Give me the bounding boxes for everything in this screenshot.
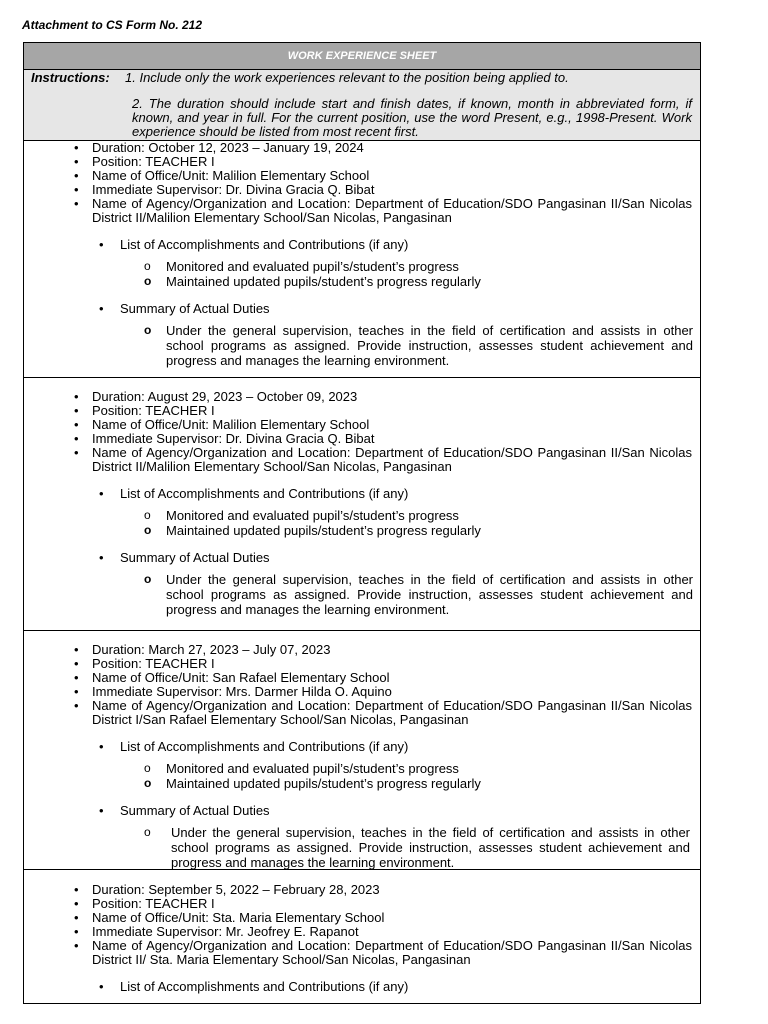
entry-office: • Name of Office/Unit: Malilion Elementary School — [24, 418, 700, 432]
entry-agency: • Name of Agency/Organization and Location: Department of Education/SDO Pangasinan II/San Nicolas District II/ Sta. Maria Elementary School/San Nicolas, Pangasinan — [24, 939, 692, 967]
entry-office: • Name of Office/Unit: San Rafael Elementary School — [24, 671, 700, 685]
accomplishment-item: o Monitored and evaluated pupil’s/student’s progress — [24, 761, 693, 776]
entry-supervisor: • Immediate Supervisor: Dr. Divina Gracia Q. Bibat — [24, 432, 700, 446]
work-entry — [24, 870, 700, 994]
entry-duration: • Duration: March 27, 2023 – July 07, 2023 — [24, 643, 700, 657]
accomplishments-heading: • List of Accomplishments and Contributions (if any) — [24, 238, 700, 252]
instruction-1: 1. Include only the work experiences relevant to the position being applied to. — [125, 70, 569, 85]
duties-heading: • Summary of Actual Duties — [24, 804, 700, 818]
accomplishment-item: o Maintained updated pupils/student’s progress regularly — [24, 523, 693, 538]
entry-agency: • Name of Agency/Organization and Location: Department of Education/SDO Pangasinan II/San Nicolas District I/San Rafael Elementary School/San Nicolas, Pangasinan — [24, 699, 692, 727]
work-entry — [24, 378, 700, 631]
entry-agency: • Name of Agency/Organization and Location: Department of Education/SDO Pangasinan II/San Nicolas District II/Malilion Elementary School/San Nicolas, Pangasinan — [24, 197, 692, 225]
sheet-title: WORK EXPERIENCE SHEET — [24, 43, 700, 70]
duty-item: o Under the general supervision, teaches in the field of certification and assists in other school programs as assigned. Provide instruction, assesses student achievement and progress and manages the learning environment. — [24, 572, 693, 617]
duties-heading: • Summary of Actual Duties — [24, 551, 700, 565]
entry-position: • Position: TEACHER I — [24, 897, 700, 911]
accomplishments-heading: • List of Accomplishments and Contributions (if any) — [24, 980, 700, 994]
entry-position: • Position: TEACHER I — [24, 657, 700, 671]
entry-position: • Position: TEACHER I — [24, 404, 700, 418]
work-entry — [24, 631, 700, 870]
entry-supervisor: • Immediate Supervisor: Mr. Jeofrey E. Rapanot — [24, 925, 700, 939]
accomplishment-item: o Maintained updated pupils/student’s progress regularly — [24, 274, 693, 289]
accomplishments-heading: • List of Accomplishments and Contributions (if any) — [24, 487, 700, 501]
instruction-2: 2. The duration should include start and finish dates, if known, month in abbreviated form, if known, and year in full. For the current position, use the word Present, e.g., 1998-Present. Work experience should be listed from most recent first. — [132, 96, 692, 139]
entry-duration: • Duration: October 12, 2023 – January 19, 2024 — [24, 141, 700, 155]
entry-supervisor: • Immediate Supervisor: Mrs. Darmer Hilda O. Aquino — [24, 685, 700, 699]
entry-office: • Name of Office/Unit: Sta. Maria Elementary School — [24, 911, 700, 925]
instructions-label: Instructions: — [31, 70, 110, 85]
duty-item: o Under the general supervision, teaches in the field of certification and assists in other school programs as assigned. Provide instruction, assesses student achievement and progress and manages the learning environment. — [24, 323, 693, 368]
accomplishment-item: o Monitored and evaluated pupil’s/student’s progress — [24, 508, 693, 523]
duty-item: o Under the general supervision, teaches in the field of certification and assists in other school programs as assigned. Provide instruction, assesses student achievement and progress and manages the learning environment. — [24, 825, 690, 870]
entry-supervisor: • Immediate Supervisor: Dr. Divina Gracia Q. Bibat — [24, 183, 700, 197]
work-experience-sheet — [23, 42, 701, 1004]
entry-agency: • Name of Agency/Organization and Location: Department of Education/SDO Pangasinan II/San Nicolas District II/Malilion Elementary School/San Nicolas, Pangasinan — [24, 446, 692, 474]
duties-heading: • Summary of Actual Duties — [24, 302, 700, 316]
instructions-box — [24, 70, 700, 141]
entry-office: • Name of Office/Unit: Malilion Elementary School — [24, 169, 700, 183]
entry-position: • Position: TEACHER I — [24, 155, 700, 169]
accomplishment-item: o Monitored and evaluated pupil’s/student’s progress — [24, 259, 693, 274]
attachment-label: Attachment to CS Form No. 212 — [22, 18, 203, 32]
accomplishment-item: o Maintained updated pupils/student’s progress regularly — [24, 776, 693, 791]
accomplishments-heading: • List of Accomplishments and Contributions (if any) — [24, 740, 700, 754]
entry-duration: • Duration: August 29, 2023 – October 09, 2023 — [24, 390, 700, 404]
work-entry — [24, 141, 700, 378]
entry-duration: • Duration: September 5, 2022 – February 28, 2023 — [24, 883, 700, 897]
